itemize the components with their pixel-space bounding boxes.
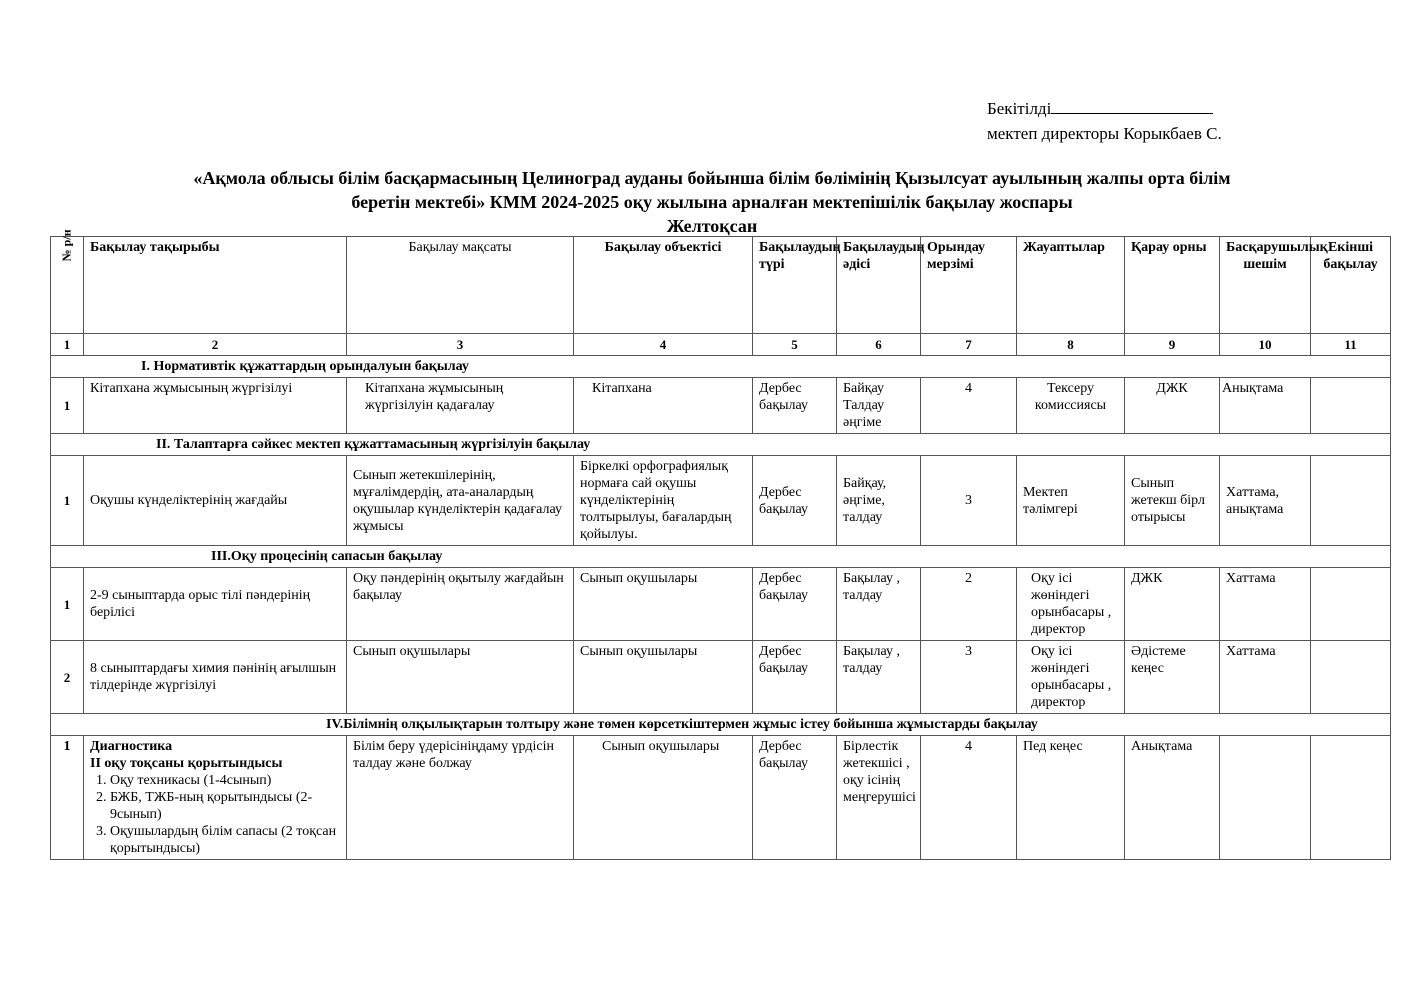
row-object: Біркелкі орфографиялық нормаға сай оқушы күнделіктерінің толтырылуы, бағалардың қойылуы.: [574, 456, 753, 546]
row-topic: 8 сыныптардағы химия пәнінің ағылшын тілдерінде жүргізілуі: [84, 641, 347, 714]
column-number: 6: [837, 334, 921, 356]
row-type: Дербес бақылау: [753, 378, 837, 434]
row-num: 1: [51, 736, 84, 860]
column-number: 2: [84, 334, 347, 356]
row-decision: Хаттама: [1220, 568, 1311, 641]
row-responsible: Пед кеңес: [1017, 736, 1125, 860]
row-decision: Хаттама: [1220, 641, 1311, 714]
header-decision: Басқарушылық шешім: [1220, 237, 1311, 334]
row-num: 1: [51, 378, 84, 434]
row-responsible: Оқу ісі жөніндегі орынбасары , директор: [1017, 641, 1125, 714]
approval-block: [987, 96, 1222, 146]
row-decision: Анықтама: [1220, 378, 1311, 434]
header-purpose: Бақылау мақсаты: [347, 237, 574, 334]
row-decision: [1220, 736, 1311, 860]
table-row: [51, 378, 1391, 434]
header-row: [51, 237, 1391, 334]
row-deadline: 4: [921, 378, 1017, 434]
list-item: 2. БЖБ, ТЖБ-ның қорытындысы (2- 9сынып): [110, 789, 340, 823]
row-deadline: 2: [921, 568, 1017, 641]
title-month: Желтоқсан: [666, 216, 758, 236]
section-title: I. Нормативтік құжаттардың орындалуын бақылау: [51, 356, 1391, 378]
column-number: 3: [347, 334, 574, 356]
row-second: [1311, 456, 1391, 546]
header-responsible: Жауаптылар: [1017, 237, 1125, 334]
row-purpose: Білім беру үдерісініңдаму үрдісін талдау және болжау: [347, 736, 574, 860]
column-number: 11: [1311, 334, 1391, 356]
row-review: ДЖК: [1125, 378, 1220, 434]
column-number: 4: [574, 334, 753, 356]
row-type: Дербес бақылау: [753, 456, 837, 546]
row-deadline: 3: [921, 456, 1017, 546]
row-purpose: Оқу пәндерінің оқытылу жағдайын бақылау: [347, 568, 574, 641]
header-review: Қарау орны: [1125, 237, 1220, 334]
row-second: [1311, 736, 1391, 860]
row-num: 2: [51, 641, 84, 714]
header-second: Екінші бақылау: [1311, 237, 1391, 334]
document-title: [60, 166, 1364, 238]
header-deadline: Орындау мерзімі: [921, 237, 1017, 334]
signature-line: [1051, 97, 1213, 114]
column-number-row: [51, 334, 1391, 356]
header-object: Бақылау объектісі: [574, 237, 753, 334]
row-purpose: Сынып оқушылары: [347, 641, 574, 714]
row-responsible: Тексеру комиссиясы: [1017, 378, 1125, 434]
row-type: Дербес бақылау: [753, 568, 837, 641]
column-number: 7: [921, 334, 1017, 356]
row-type: Дербес бақылау: [753, 641, 837, 714]
list-item: 3. Оқушылардың білім сапасы (2 тоқсан қорытындысы): [110, 823, 340, 857]
row-purpose: Кітапхана жұмысының жүргізілуін қадағалау: [347, 378, 574, 434]
row-deadline: 3: [921, 641, 1017, 714]
header-type: Бақылаудың түрі: [753, 237, 837, 334]
header-num: № р/н: [51, 237, 84, 334]
section-header: [51, 546, 1391, 568]
row-object: Сынып оқушылары: [574, 568, 753, 641]
column-number: 1: [51, 334, 84, 356]
row-method: Байқау, әңгіме, талдау: [837, 456, 921, 546]
column-number: 10: [1220, 334, 1311, 356]
section-header: [51, 434, 1391, 456]
row-method: Бірлестік жетекшісі , оқу ісінің меңгерушісі: [837, 736, 921, 860]
row-topic: 2-9 сыныптарда орыс тілі пәндерінің берілісі: [84, 568, 347, 641]
column-number: 8: [1017, 334, 1125, 356]
row-method: Бақылау , талдау: [837, 568, 921, 641]
section-title: II. Талаптарға сәйкес мектеп құжаттамасының жүргізілуін бақылау: [51, 434, 1391, 456]
table-row: [51, 456, 1391, 546]
section-title: IV.Білімнің олқылықтарын толтыру және төмен көрсеткіштермен жұмыс істеу бойынша жұмыстарды бақылау: [51, 714, 1391, 736]
topic-subheading: ІІ оқу тоқсаны қорытындысы: [90, 756, 283, 771]
topic-list: [90, 772, 340, 857]
row-method: Бақылау , талдау: [837, 641, 921, 714]
row-method: Байқау Талдау әңгіме: [837, 378, 921, 434]
control-plan-table: [50, 229, 1391, 860]
row-num: 1: [51, 568, 84, 641]
section-header: [51, 356, 1391, 378]
header-topic: Бақылау тақырыбы: [84, 237, 347, 334]
section-title: III.Оқу процесінің сапасын бақылау: [51, 546, 1391, 568]
row-topic: Кітапхана жұмысының жүргізілуі: [84, 378, 347, 434]
topic-heading: Диагностика: [90, 739, 173, 754]
row-second: [1311, 568, 1391, 641]
table-row: [51, 641, 1391, 714]
row-object: Сынып оқушылары: [574, 736, 753, 860]
approval-director: мектеп директоры Корыкбаев С.: [987, 124, 1222, 143]
row-object: Сынып оқушылары: [574, 641, 753, 714]
approval-label: Бекітілді: [987, 99, 1052, 118]
row-purpose: Сынып жетекшілерінің, мұғалімдердің, ата-аналардың оқушылар күнделіктерін қадағалау жұмысы: [347, 456, 574, 546]
list-item: 1. Оқу техникасы (1-4сынып): [110, 772, 340, 789]
header-method: Бақылаудың әдісі: [837, 237, 921, 334]
row-decision: Хаттама, анықтама: [1220, 456, 1311, 546]
row-second: [1311, 378, 1391, 434]
row-review: Әдістеме кеңес: [1125, 641, 1220, 714]
row-review: Сынып жетекш бірл отырысы: [1125, 456, 1220, 546]
row-second: [1311, 641, 1391, 714]
section-header: [51, 714, 1391, 736]
table-row: [51, 568, 1391, 641]
title-line-1: «Ақмола облысы білім басқармасының Целиноград ауданы бойынша білім бөлімінің Қызылсуат ауылының жалпы орта білім: [193, 168, 1231, 188]
row-type: Дербес бақылау: [753, 736, 837, 860]
title-line-2: беретін мектебі» КММ 2024-2025 оқу жылына арналған мектепішілік бақылау жоспары: [351, 192, 1073, 212]
row-deadline: 4: [921, 736, 1017, 860]
row-num: 1: [51, 456, 84, 546]
column-number: 5: [753, 334, 837, 356]
table-row: [51, 736, 1391, 860]
row-object: Кітапхана: [574, 378, 753, 434]
column-number: 9: [1125, 334, 1220, 356]
row-review: ДЖК: [1125, 568, 1220, 641]
row-review: Анықтама: [1125, 736, 1220, 860]
row-responsible: Мектеп тәлімгері: [1017, 456, 1125, 546]
row-topic: [84, 736, 347, 860]
row-topic: Оқушы күнделіктерінің жағдайы: [84, 456, 347, 546]
row-responsible: Оқу ісі жөніндегі орынбасары , директор: [1017, 568, 1125, 641]
